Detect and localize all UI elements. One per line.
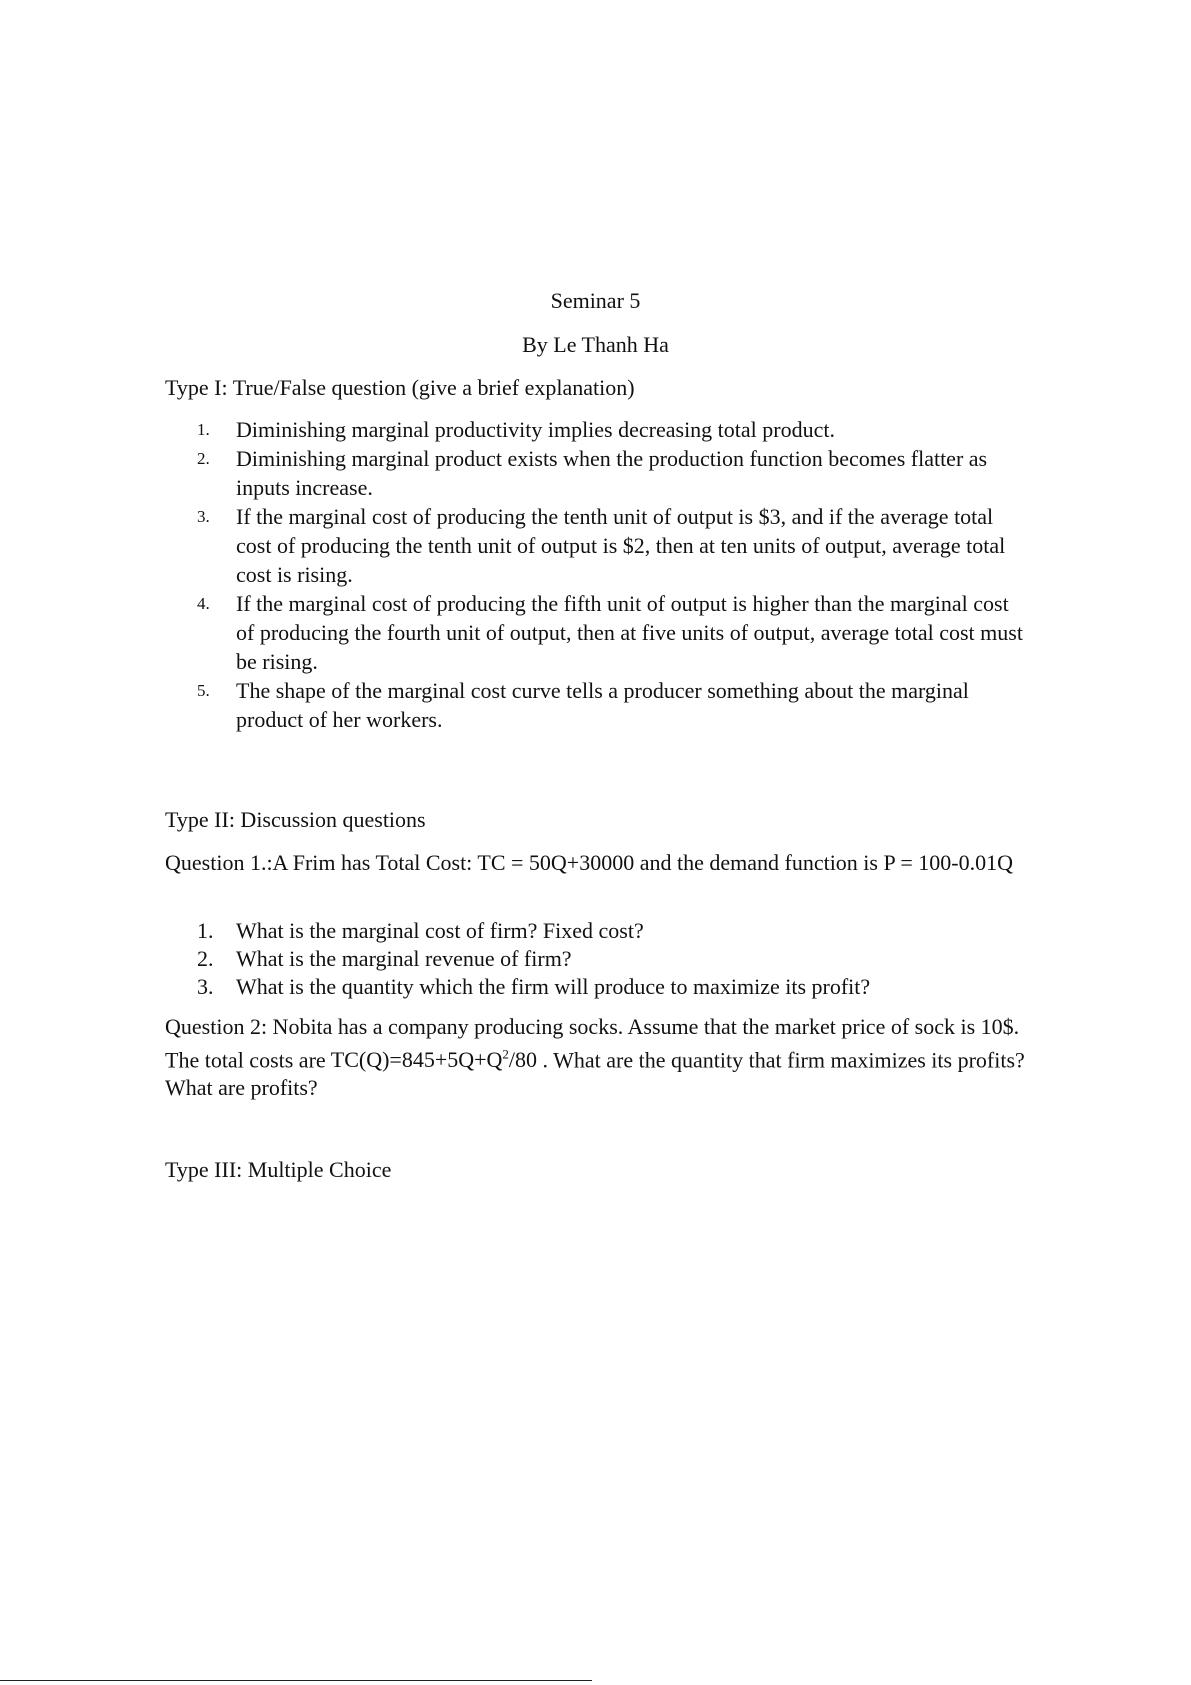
formula-tail: /80 xyxy=(508,1047,538,1073)
list-item-text: What is the quantity which the firm will produce to maximize its profit? xyxy=(236,974,871,999)
list-item xyxy=(165,415,1027,444)
list-item-number: 2. xyxy=(197,946,214,971)
question1-subquestion-list xyxy=(165,917,1027,1001)
question2-text xyxy=(165,1013,1027,1102)
list-item-number: 1. xyxy=(197,918,214,943)
question2-text-after: . What are the quantity that firm maximizes its profits? What are profits? xyxy=(165,1047,1025,1101)
list-item xyxy=(165,917,1027,945)
list-item-number: 3. xyxy=(197,974,214,999)
list-item xyxy=(165,444,1027,502)
list-item-number: 1. xyxy=(197,420,210,439)
document-author: By Le Thanh Ha xyxy=(522,332,669,357)
list-item-text: What is the marginal revenue of firm? xyxy=(236,946,572,971)
footnote-divider xyxy=(0,1680,592,1681)
formula-main: TC(Q)=845+5Q+Q xyxy=(330,1047,503,1073)
type1-heading: Type I: True/False question (give a brief explanation) xyxy=(165,375,635,400)
question1-text: Question 1.:A Frim has Total Cost: TC = 50Q+30000 and the demand function is P = 100-0.01Q xyxy=(165,850,1014,875)
list-item-number: 4. xyxy=(197,594,210,613)
list-item-text: What is the marginal cost of firm? Fixed cost? xyxy=(236,918,644,943)
list-item xyxy=(165,502,1027,589)
list-item-number: 2. xyxy=(197,449,210,468)
list-item xyxy=(165,676,1027,734)
total-cost-formula xyxy=(331,1047,537,1072)
list-item-text: The shape of the marginal cost curve tells a producer something about the marginal product of her workers. xyxy=(236,678,969,732)
list-item xyxy=(165,973,1027,1001)
type1-question-list xyxy=(165,415,1027,734)
list-item-number: 5. xyxy=(197,681,210,700)
list-item xyxy=(165,589,1027,676)
type2-heading: Type II: Discussion questions xyxy=(165,807,426,832)
question2-text-before: Question 2: Nobita has a company producing socks. Assume that the market price of sock is 10$. The total costs are xyxy=(165,1014,1020,1073)
list-item xyxy=(165,945,1027,973)
document-title: Seminar 5 xyxy=(550,288,641,313)
list-item-number: 3. xyxy=(197,507,210,526)
formula-exponent: 2 xyxy=(502,1047,509,1062)
list-item-text: Diminishing marginal productivity implies decreasing total product. xyxy=(236,417,835,442)
list-item-text: Diminishing marginal product exists when the production function becomes flatter as inputs increase. xyxy=(236,446,988,500)
list-item-text: If the marginal cost of producing the fifth unit of output is higher than the marginal cost of producing the fourth unit of output, then at five units of output, average total cost must be rising. xyxy=(236,591,1023,674)
list-item-text: If the marginal cost of producing the tenth unit of output is $3, and if the average total cost of producing the tenth unit of output is $2, then at ten units of output, average total cost is rising. xyxy=(236,504,1006,587)
type3-heading: Type III: Multiple Choice xyxy=(165,1157,392,1182)
